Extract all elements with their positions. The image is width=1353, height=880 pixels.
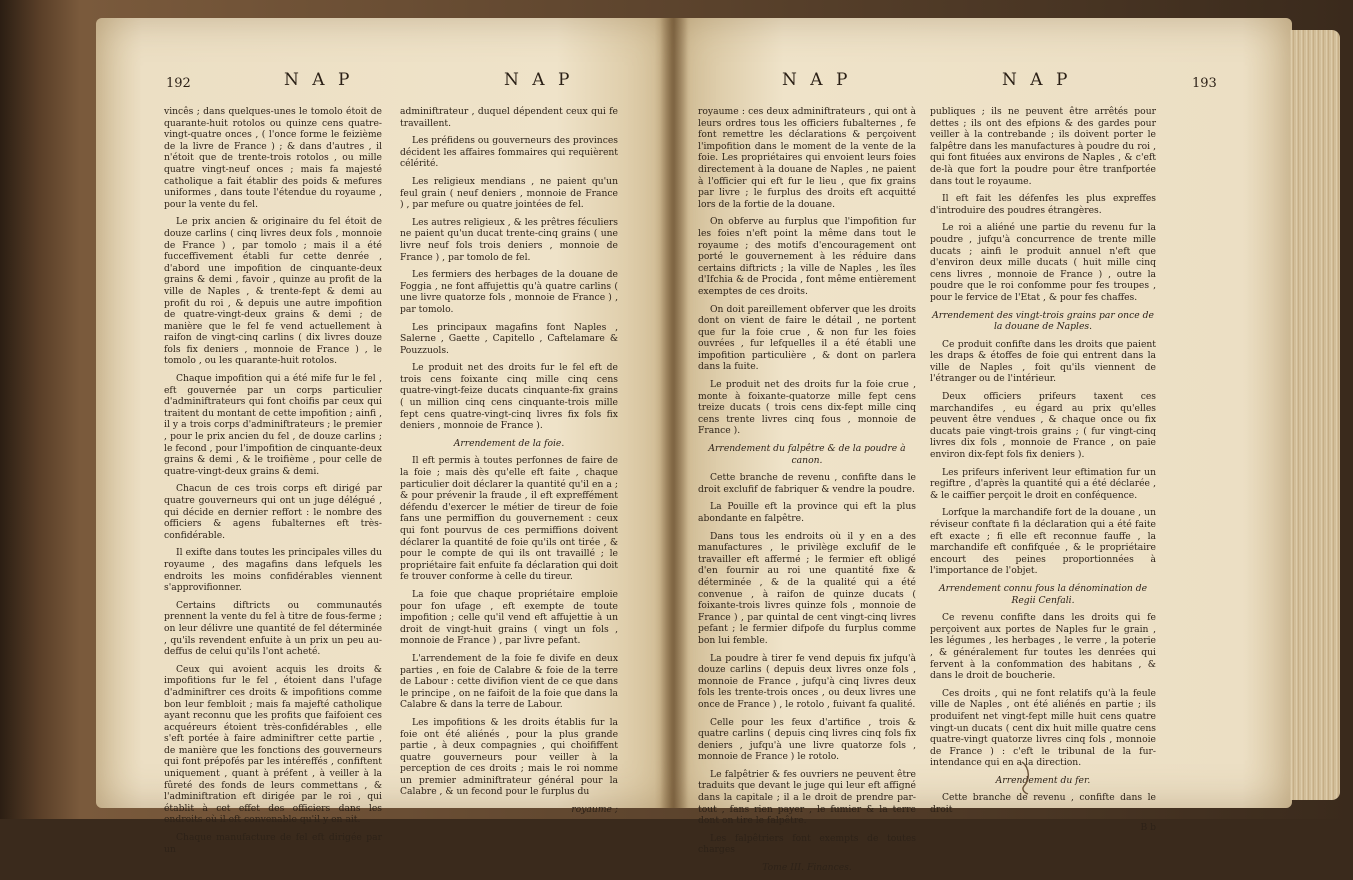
section-heading: Arrendement connu fous la dénomination de Regii Cenfali. — [938, 582, 1148, 606]
paragraph: Il exifte dans toutes les principales villes du royaume , des magafins dans lefquels les endroits les moins confidérables viennent s'approvifionner. — [164, 547, 382, 594]
paragraph: Les préfidens ou gouverneurs des provinces décident les affaires fommaires qui requièrent célérité. — [400, 135, 619, 170]
page-number-right: 193 — [1192, 76, 1217, 91]
paragraph: Les prifeurs inferivent leur eftimation fur un regiftre , d'après la quantité qui a été déclarée , & le caiffier perçoit le droit en conféquence. — [930, 466, 1156, 501]
right-page — [672, 18, 1292, 874]
paragraph: Ce revenu confifte dans les droits qui fe perçoivent aux portes de Naples fur le grain , les légumes , les herbages , le verre , la poterie , & généralement fur toutes les denrées qui fervent à la confommation des habitans , & dans le droit de boucherie. — [930, 612, 1156, 682]
paragraph: Cette branche de revenu , confifte dans le droit exclufif de fabriquer & vendre la poudre. — [698, 472, 916, 495]
left-page — [96, 18, 672, 855]
paragraph: Ce produit confifte dans les droits que paient les draps & étoffes de foie qui entrent dans la ville de Naples , foit qu'ils viennent de l'étranger ou de l'intérieur. — [930, 338, 1156, 385]
page-edges — [1290, 30, 1340, 800]
paragraph: Le roi a aliéné une partie du revenu fur la poudre , jufqu'à concurrence de trente mille ducats ; ainfi le produit annuel n'eft que d'environ deux mille ducats ( huit mille cinq cens livres , monnoie de France ) , outre la poudre que le roi confomme pour fes troupes , pour le fervice de l'Etat , & pour fes chaffes. — [930, 222, 1156, 303]
paragraph: Ces droits , qui ne font relatifs qu'à la feule ville de Naples , ont été aliénés en partie ; ils produifent net vingt-fept mille huit cens quatre vingt-un ducats ( cent dix huit mille quatre cens quatre-vingt quatorze livres cinq fols , monnoie de France ) : c'eft le tribunal de la fur-intendance qui en a la direction. — [930, 687, 1156, 769]
catchword: royaume ; — [571, 804, 618, 816]
paragraph: Cette branche de revenu , confifte dans le droit — [930, 792, 1156, 816]
pen-mark-icon — [1016, 760, 1036, 796]
right-column-2 — [930, 106, 1156, 839]
volume-footer: Tome III. Finances. — [762, 862, 852, 874]
left-column-2 — [400, 106, 618, 822]
section-heading: Arrendement de la foie. — [453, 437, 565, 449]
section-heading: Arrendement des vingt-trois grains par once de la douane de Naples. — [932, 309, 1154, 333]
paragraph: La foie que chaque propriétaire emploie pour fon ufage , eft exempte de toute impofition ; celle qu'il vend eft affujettie à un droit de vingt-huit grains ( vingt un fols , monnoie de France ) , par livre pefant. — [400, 588, 618, 647]
paragraph: Deux officiers prifeurs taxent ces marchandifes , eu égard au prix qu'elles peuvent être vendues , & chaque once ou fix ducats paie vingt-trois grains ; ( fur vingt-cinq livres dix fols , monnoie de France , on paie environ dix-fept fols fix deniers ). — [930, 391, 1156, 461]
paragraph: Il eft fait les défenfes les plus expreffes d'introduire des poudres étrangères. — [930, 193, 1156, 216]
paragraph: Chacun de ces trois corps eft dirigé par quatre gouverneurs qui ont un juge délégué , qui décide en dernier reffort : le nombre des officiers & agens fubalternes eft très-confidérable. — [164, 483, 382, 541]
paragraph: Dans tous les endroits où il y en a des manufactures , le privilège exclufif de le travailler eft affermé ; le fermier eft obligé d'en fournir au roi une quantité fixe & déterminée , & de la qualité qui a été convenue , à raifon de quinze ducats ( foixante-trois livres quinze fols , monnoie de France ) , par quintal de cent vingt-cinq livres pefant ; le fermier difpofe du furplus comme bon lui femble. — [698, 530, 916, 646]
paragraph: Certains diftricts ou communautés prennent la vente du fel à titre de fous-ferme ; on leur délivre une quantité de fel déterminée , qu'ils revendent enfuite à un prix un peu au-deffus de celui qu'ils l'ont acheté. — [164, 599, 382, 658]
paragraph: Chaque impofition qui a été mife fur le fel , eft gouvernée par un corps particulier d'adminiftrateurs qui font choifis par ceux qui traitent du montant de cette impofition ; ainfi , il y a trois corps d'adminiftrateurs ; le premier , pour le prix ancien du fel , de douze carlins ; le fecond , pour l'impofition de cinquante-deux grains & demi , & le troifième , pour celle de quatre-vingt-deux grains & demi. — [164, 373, 382, 477]
paragraph: Chaque manufacture de fel eft dirigée par un — [164, 832, 382, 855]
paragraph: Lorfque la marchandife fort de la douane , un réviseur conftate fi la déclaration qui a été faite eft exacte ; fi elle eft reconnue fauffe , la marchandife eft confifquée , & le propriétaire encourt des peines proportionnées à l'importance de l'objet. — [930, 507, 1156, 577]
book-gutter — [660, 18, 688, 808]
paragraph: Ceux qui avoient acquis les droits & impofitions fur le fel , étoient dans l'ufage d'adminiftrer ces droits & impofitions comme bon leur fembloit ; mais fa majefté catholique ayant reconnu que les profits que faifoient ces acquéreurs étoient très-confidérables , elle s'eft portée à faire adminiftrer cette partie , de manière que les fonctions des gouverneurs qui font prépofés par les intéreffés , confiftent uniquement , quant à préfent , à veiller à la fûreté des fonds de leurs commettans , & l'adminiftration eft dirigée par le roi , qui établit à cet effet des officiers dans les endroits où il eft convenable qu'il y en ait. — [164, 663, 382, 826]
section-heading: Arrendement du fer. — [995, 774, 1091, 786]
paragraph: Le produit net des droits fur le fel eft de trois cens foixante cinq mille cinq cens quatre-vingt-feize ducats cinquante-fix grains ( un million cinq cens cinquante-trois mille fept cens quatre-vingt-cinq livres fix fols fix deniers , monnoie de France ). — [400, 362, 618, 432]
paragraph: Les impofitions & les droits établis fur la foie ont été aliénés , pour la plus grande partie , à deux compagnies , qui choififfent quatre gouverneurs pour veiller à la perception de ces droits ; mais le roi nomme un premier adminiftrateur général pour la Calabre , & un fecond pour le furplus du — [400, 716, 618, 798]
paragraph: Les autres religieux , & les prêtres féculiers ne paient qu'un ducat trente-cinq grains ( une livre neuf fols trois deniers , monnoie de France ) , par tomolo de fel. — [400, 216, 618, 263]
running-head-right-2: N A P — [1002, 70, 1072, 90]
page-number-left: 192 — [166, 76, 191, 91]
paragraph: On obferve au furplus que l'impofition fur les foies n'eft point la même dans tout le royaume ; des motifs d'encouragement ont porté le gouvernement à les réduire dans certains diftricts ; la ville de Naples , les îles d'Ifchia & de Procida , font même entièrement exemptes de ces droits. — [698, 216, 916, 297]
paragraph: vincês ; dans quelques-unes le tomolo étoit de quarante-huit rotolos ou quinze cens quatre-vingt-quatre onces , ( l'once forme le feizième de la livre de France ) ; & dans d'autres , il n'étoit que de trente-trois rotolos , ou mille quatre vingt-neuf onces ; mais fa majesté catholique a fait établir des poids & mefures uniformes , dans toute l'étendue du royaume , pour la vente du fel. — [164, 106, 382, 210]
paragraph: Le prix ancien & originaire du fel étoit de douze carlins ( cinq livres deux fols , monnoie de France ) , par tomolo ; mais il a été fucceffivement établi fur cette denrée , d'abord une impofition de cinquante-deux grains & demi , favoir , quinze au profit de la ville de Naples , & trente-fept & demi au profit du roi , & depuis une autre impofition de quatre-vingt-deux grains & demi ; de manière que le fel fe vend actuellement à raifon de vingt-cinq carlins ( dix livres douze fols fix deniers , monnoie de France ) , le tomolo , ou les quarante-huit rotolos. — [164, 216, 382, 367]
running-head-right-1: N A P — [782, 70, 852, 90]
left-column-1 — [164, 106, 382, 861]
running-head-left-1: N A P — [284, 70, 354, 90]
paragraph: La Pouille eft la province qui eft la plus abondante en falpêtre. — [698, 501, 916, 524]
paragraph: Les principaux magafins font Naples , Salerne , Gaette , Capitello , Caftelamare & Pouzzuols. — [400, 321, 618, 356]
paragraph: Le produit net des droits fur la foie crue , monte à foixante-quatorze mille fept cens treize ducats ( trois cens dix-fept mille cinq cens trente livres cinq fous , monnoie de France ). — [698, 379, 916, 437]
paragraph: Le falpêtrier & fes ouvriers ne peuvent être traduits que devant le juge qui leur eft affigné dans la capitale ; il a le droit de prendre par-tout , fans rien payer , le fumier & la terre dont on tire le falpêtre. — [698, 768, 916, 827]
right-column-1 — [698, 106, 916, 880]
running-head-left-2: N A P — [504, 70, 574, 90]
paragraph: Il eft permis à toutes perfonnes de faire de la foie ; mais dès qu'elle eft faite , chaque particulier doit déclarer la quantité qu'il en a ; & pour prévenir la fraude , il eft expreffément défendu d'exercer le métier de tireur de foie fans une permiffion du gouvernement : ceux qui font pourvus de ces permiffions doivent déclarer la quantité de foie qu'ils ont tirée , & pour le compte de qui ils ont travaillé ; le propriétaire fait enfuite fa déclaration qui doit fe trouver conforme à celle du tireur. — [400, 455, 618, 583]
paragraph: royaume : ces deux adminiftrateurs , qui ont à leurs ordres tous les officiers fubalternes , fe font remettre les déclarations & perçoivent l'impofition dans le moment de la vente de la foie. Les propriétaires qui envoient leurs foies directement à la douane de Naples , ne paient à l'officier qui eft fur le lieu , que fix grains par livre ; le furplus des droits eft acquitté lors de la fortie de la douane. — [698, 106, 916, 210]
signature-mark: B b — [1140, 821, 1156, 833]
paragraph: adminiftrateur , duquel dépendent ceux qui fe travaillent. — [400, 106, 618, 129]
paragraph: La poudre à tirer fe vend depuis fix jufqu'à douze carlins ( depuis deux livres onze fols , monnoie de France , jufqu'à cinq livres deux fols les trente-trois onces , ou deux livres une once de France ) , le rotolo , fuivant fa qualité. — [698, 652, 916, 710]
paragraph: L'arrendement de la foie fe divife en deux parties , en foie de Calabre & foie de la terre de Labour : cette divifion vient de ce que dans le principe , on ne faifoit de la foie que dans la Calabre & dans la terre de Labour. — [400, 652, 618, 711]
paragraph: Les falpêtriers font exempts de toutes charges — [698, 832, 916, 856]
left-header — [96, 70, 672, 100]
right-header — [672, 70, 1292, 100]
section-heading: Arrendement du falpêtre & de la poudre à canon. — [708, 443, 906, 466]
paragraph: On doit pareillement obferver que les droits dont on vient de faire le détail , ne portent que fur la foie crue , & non fur les foies ouvrées , fur lefquelles il a été établi une impofition particulière , & dont on parlera dans la fuite. — [698, 303, 916, 373]
paragraph: publiques ; ils ne peuvent être arrêtés pour dettes ; ils ont des efpions & des gardes pour veiller à la contrebande ; ils doivent porter le falpêtre dans les manufactures à poudre du roi , qui font fituées aux environs de Naples , & c'eft de-là que fort la poudre pour être tranfportée dans tout le royaume. — [930, 106, 1156, 187]
paragraph: Les religieux mendians , ne paient qu'un feul grain ( neuf deniers , monnoie de France ) , par mefure ou quatre jointées de fel. — [400, 175, 618, 211]
paragraph: Celle pour les feux d'artifice , trois & quatre carlins ( depuis cinq livres cinq fols fix deniers , jufqu'à une livre quatorze fols , monnoie de France ) le rotolo. — [698, 716, 916, 763]
paragraph: Les fermiers des herbages de la douane de Foggia , ne font affujettis qu'à quatre carlins ( une livre quatorze fols , monnoie de France ) , par tomolo. — [400, 269, 618, 315]
